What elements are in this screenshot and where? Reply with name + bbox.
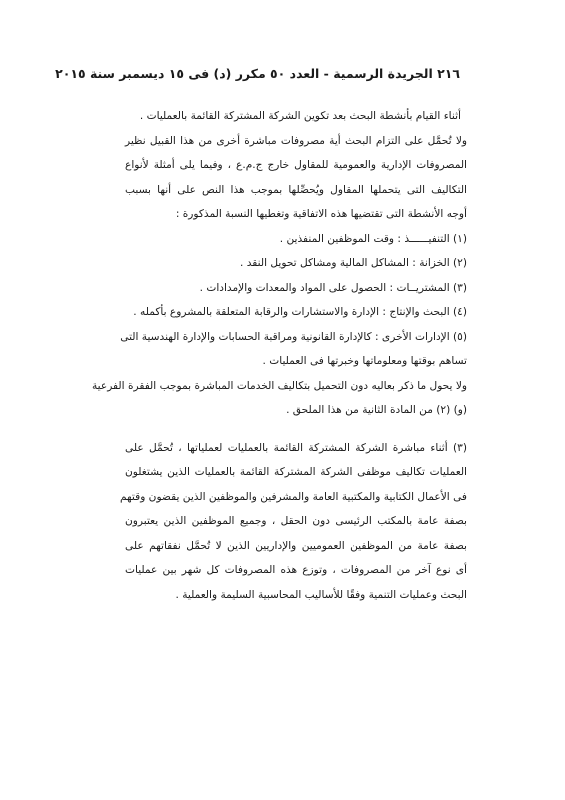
- text-line: (و) (٢) من المادة الثانية من هذا الملحق .: [286, 404, 467, 416]
- text-line: ولا تُحمَّل على التزام البحث أية مصروفات مباشرة أخرى من هذا القبيل نظير: [125, 134, 467, 147]
- text-line: فى الأعمال الكتابية والمكتبية العامة والمشرفين والموظفين الذين يقضون وقتهم: [120, 490, 467, 503]
- paragraph-gap: [125, 423, 467, 436]
- list-item: (٥) الإدارات الأخرى : كالإدارة القانونية ومراقبة الحسابات والإدارة الهندسية التى: [120, 330, 467, 343]
- text-line: تساهم بوقتها ومعلوماتها وخبرتها فى العمليات .: [262, 355, 467, 367]
- list-item: (١) التنفيــــــذ : وقت الموظفين المنفذين .: [279, 232, 467, 245]
- watermark-url: [230, 690, 490, 710]
- text-line: بصفة عامة بالمكتب الرئيسى دون الحقل ، وجميع الموظفين الذين يعتبرون: [125, 515, 467, 527]
- text-line: أثناء القيام بأنشطة البحث بعد تكوين الشركة المشتركة القائمة بالعمليات .: [139, 110, 461, 122]
- list-item: (٢) الخزانة : المشاكل المالية ومشاكل تحويل النقد .: [239, 257, 467, 269]
- text-line: ولا يحول ما ذكر بعاليه دون التحميل بتكاليف الخدمات المباشرة بموجب الفقرة الفرعية: [92, 379, 467, 392]
- text-line: (٣) أثناء مباشرة الشركة المشتركة القائمة بالعمليات لعملياتها ، تُحمَّل على: [125, 441, 467, 454]
- page-header: ٢١٦ الجريدة الرسمية - العدد ٥٠ مكرر (د) فى ١٥ ديسمبر سنة ٢٠١٥: [55, 66, 460, 81]
- text-line: التكاليف التى يتحملها المقاول ويُحصِّلها بموجب هذا النص على أنها بسبب: [125, 183, 467, 196]
- text-line: المصروفات الإدارية والعمومية للمقاول خارج ج.م.ع ، وفيما يلى أمثلة لأنواع: [125, 159, 467, 171]
- text-line: أى نوع آخر من المصروفات ، وتوزع هذه المصروفات كل شهر بين عمليات: [125, 564, 467, 576]
- text-line: العمليات تكاليف موظفى الشركة المشتركة القائمة بالعمليات الذين يشتغلون: [125, 466, 467, 478]
- list-item: (٤) البحث والإنتاج : الإدارة والاستشارات والرقابة المتعلقة بالمشروع بأكمله .: [133, 306, 467, 318]
- body-text: [92, 104, 467, 607]
- text-line: بصفة عامة من الموظفين العموميين والإداريين الذين لا تُحمَّل نفقاتهم على: [125, 539, 467, 552]
- list-item: (٣) المشتريــات : الحصول على المواد والمعدات والإمدادات .: [199, 281, 467, 294]
- text-line: أوجه الأنشطة التى تقتضيها هذه الاتفاقية وتغطيها النسبة المذكورة :: [175, 208, 467, 220]
- text-line: البحث وعمليات التنمية وفقًا للأساليب المحاسبية السليمة والعملية .: [175, 588, 467, 601]
